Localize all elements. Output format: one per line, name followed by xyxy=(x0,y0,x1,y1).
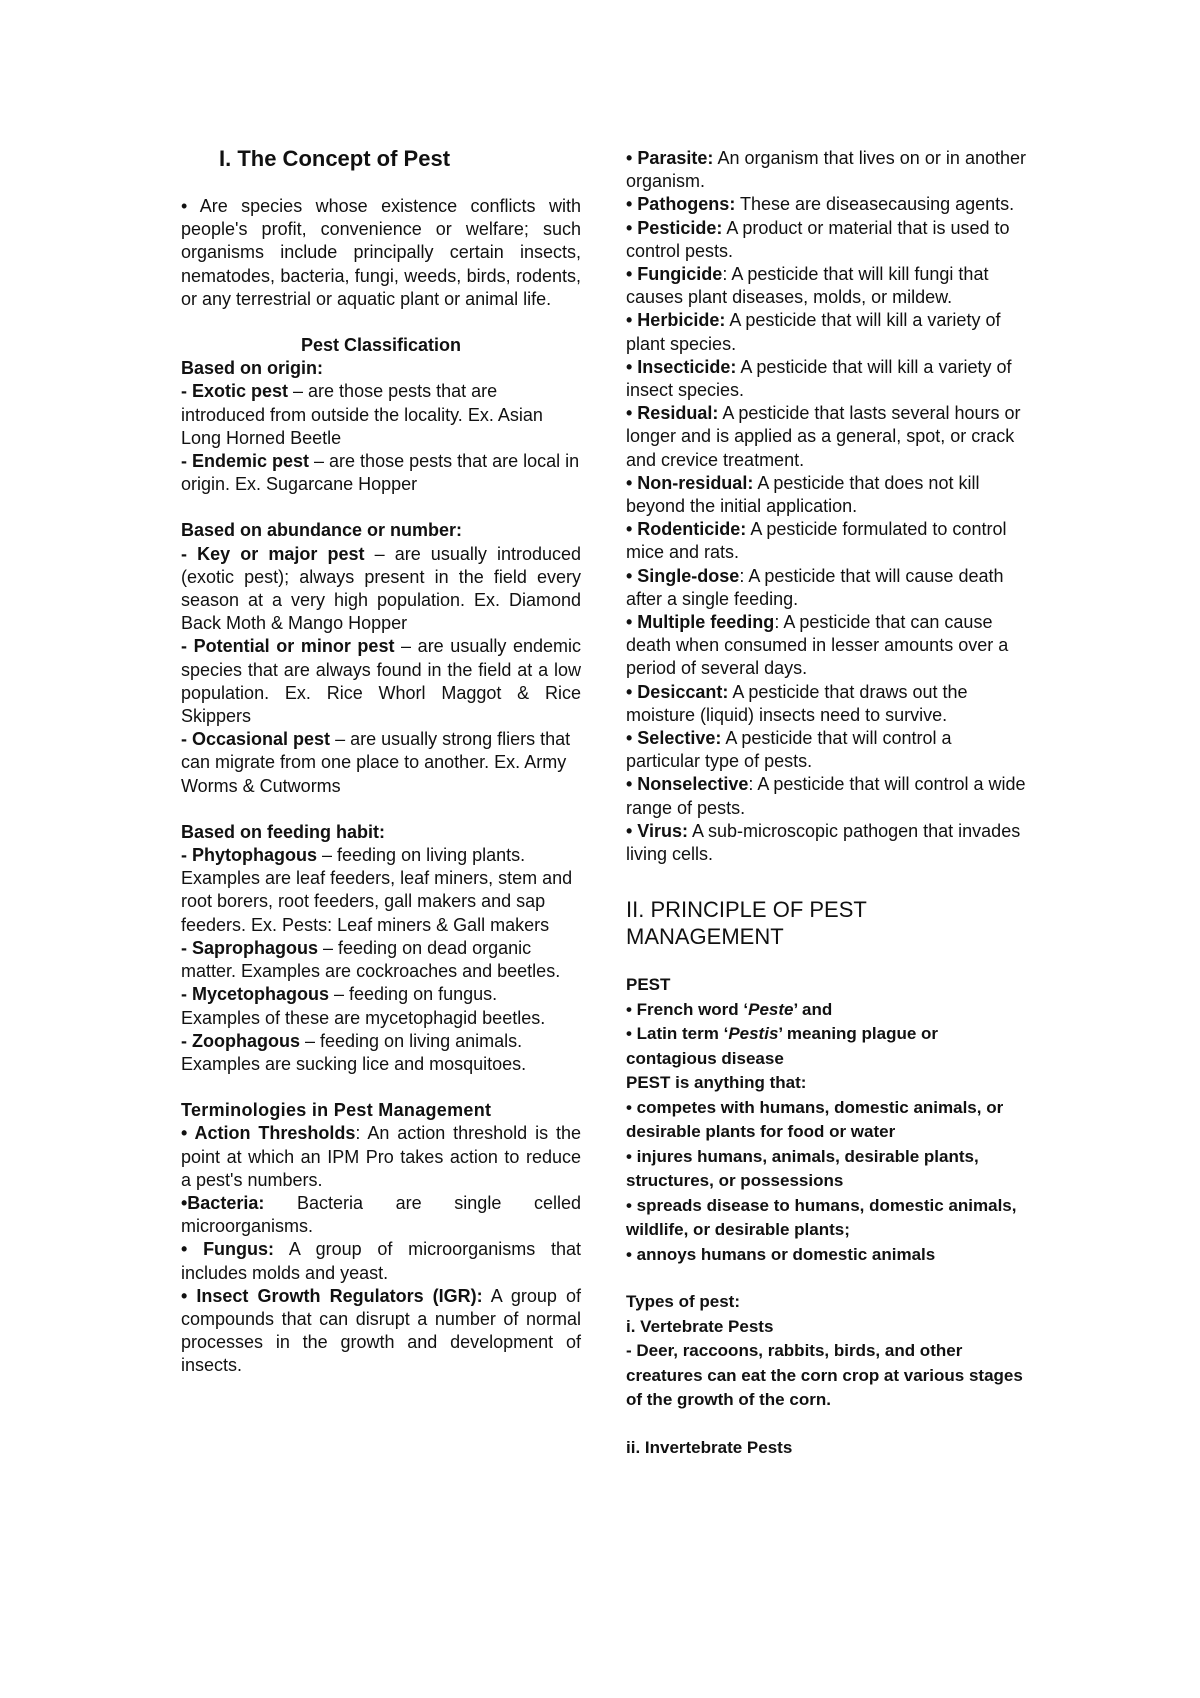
item-term: - Endemic pest xyxy=(181,451,310,472)
item-text: – feeding on dead organic matter. Examples are cockroaches and beetles. xyxy=(181,937,561,982)
item-term: • Selective: xyxy=(626,728,722,749)
item-text: A pesticide that lasts several hours or longer and is applied as a general, spot, or crack and crevice treatment. xyxy=(626,403,1021,470)
list-item xyxy=(181,728,581,798)
item-text: A group of compounds that can disrupt a number of normal processes in the growth and development of insects. xyxy=(181,1285,581,1376)
item-term: • Pesticide: xyxy=(626,217,723,238)
item-text: : An action threshold is the point at which an IPM Pro takes action to reduce a pest's numbers. xyxy=(181,1123,581,1190)
french-post: ’ and xyxy=(793,999,833,1019)
item-text: These are diseasecausing agents. xyxy=(735,194,1015,215)
pest-types xyxy=(626,1290,1026,1460)
item-term: • Herbicide: xyxy=(626,310,726,331)
left-column xyxy=(181,140,581,1378)
list-item xyxy=(181,635,581,728)
terminologies-list xyxy=(181,1122,581,1377)
item-text: A pesticide that draws out the moisture (liquid) insects need to survive. xyxy=(626,681,968,725)
item-term: - Mycetophagous xyxy=(181,984,330,1005)
item-text: A pesticide that will kill a variety of plant species. xyxy=(626,310,1001,354)
item-term: - Occasional pest xyxy=(181,729,331,750)
list-item xyxy=(181,844,581,937)
item-term: - Zoophagous xyxy=(181,1030,300,1051)
list-item xyxy=(181,1030,581,1076)
item-term: - Key or major pest xyxy=(181,543,365,564)
abundance-list xyxy=(181,543,581,798)
item-text: A pesticide that does not kill beyond the initial application. xyxy=(626,472,980,517)
item-text: A pesticide formulated to control mice and rats. xyxy=(626,519,1007,563)
list-item xyxy=(181,543,581,636)
item-text: – feeding on living plants. Examples are leaf feeders, leaf miners, stem and root borers, root feeders, gall makers and sap feeders. Ex. Pests: Leaf miners & Gall makers xyxy=(181,845,573,935)
list-item xyxy=(181,937,581,983)
item-text: A pesticide that will control a particular type of pests. xyxy=(626,728,952,772)
item-text: : A pesticide that will cause death after a single feeding. xyxy=(626,565,1004,609)
list-item xyxy=(181,1192,581,1238)
item-term: • Insecticide: xyxy=(626,356,737,377)
origin-list xyxy=(181,380,581,496)
list-item xyxy=(626,217,1026,263)
item-term: • Parasite: xyxy=(626,148,714,168)
feeding-heading: Based on feeding habit: xyxy=(181,821,386,842)
item-text: – feeding on fungus. Examples of these are mycetophagid beetles. xyxy=(181,984,546,1028)
terminologies-heading: Terminologies in Pest Management xyxy=(181,1100,492,1121)
list-item xyxy=(626,147,1026,193)
pest-definition xyxy=(626,973,1026,1267)
list-item xyxy=(626,193,1026,216)
list-item xyxy=(626,402,1026,472)
section2-title: II. PRINCIPLE OF PEST MANAGEMENT xyxy=(626,897,867,950)
list-item xyxy=(626,472,1026,518)
item-text: – are usually introduced (exotic pest); always present in the field every season at a very high population. Ex. Diamond Back Moth & Mango Hopper xyxy=(181,543,582,634)
item-term: • Insect Growth Regulators (IGR): xyxy=(181,1285,483,1306)
pest-label: PEST xyxy=(626,975,671,995)
origin-heading: Based on origin: xyxy=(181,358,324,379)
item-text: A group of microorganisms that includes molds and yeast. xyxy=(181,1239,581,1283)
item-text: An organism that lives on or in another organism. xyxy=(626,148,1026,192)
right-column xyxy=(626,147,1026,1460)
item-term: - Exotic pest xyxy=(181,381,289,402)
abundance-heading: Based on abundance or number: xyxy=(181,520,463,541)
item-text: – are usually endemic species that are always found in the field at a low population. Ex. Rice Whorl Maggot & Rice Skippers xyxy=(181,636,581,727)
item-text: – feeding on living animals. Examples are sucking lice and mosquitoes. xyxy=(181,1030,527,1074)
feeding-list xyxy=(181,844,581,1076)
french-word: Peste xyxy=(748,999,794,1019)
item-term: • Pathogens: xyxy=(626,194,736,215)
list-item xyxy=(626,611,1026,681)
latin-pre: • Latin term ‘ xyxy=(626,1024,729,1044)
invertebrate-heading: ii. Invertebrate Pests xyxy=(626,1437,793,1457)
item-text: – are usually strong fliers that can migrate from one place to another. Ex. Army Worms & Cutworms xyxy=(181,729,571,796)
list-item xyxy=(626,309,1026,355)
list-item: • annoys humans or domestic animals xyxy=(626,1244,936,1264)
item-term: • Nonselective xyxy=(626,774,749,795)
list-item: • injures humans, animals, desirable plants, structures, or possessions xyxy=(626,1146,979,1191)
item-text: – are those pests that are local in origin. Ex. Sugarcane Hopper xyxy=(181,451,580,495)
item-text: A product or material that is used to control pests. xyxy=(626,217,1010,261)
vertebrate-text: - Deer, raccoons, rabbits, birds, and other creatures can eat the corn crop at various stages of the growth of the corn. xyxy=(626,1341,1023,1410)
item-text: A sub-microscopic pathogen that invades living cells. xyxy=(626,820,1021,865)
terminologies-list-continued xyxy=(626,147,1026,866)
list-item xyxy=(626,565,1026,611)
list-item xyxy=(626,820,1026,866)
item-text: – are those pests that are introduced from outside the locality. Ex. Asian Long Horned Beetle xyxy=(181,381,543,448)
item-text: A pesticide that will kill a variety of insect species. xyxy=(626,356,1012,401)
item-term: • Single-dose xyxy=(626,565,740,586)
list-item xyxy=(181,1285,581,1378)
list-item xyxy=(181,450,581,496)
french-pre: • French word ‘ xyxy=(626,999,749,1019)
classification-heading: Pest Classification xyxy=(300,335,462,356)
list-item xyxy=(626,727,1026,773)
list-item xyxy=(181,1122,581,1192)
item-text: : A pesticide that will control a wide range of pests. xyxy=(626,774,1026,818)
list-item xyxy=(181,380,581,450)
vertebrate-heading: i. Vertebrate Pests xyxy=(626,1316,774,1336)
list-item xyxy=(626,681,1026,727)
item-text: Bacteria are single celled microorganisms. xyxy=(181,1192,581,1237)
item-term: • Action Thresholds xyxy=(181,1123,356,1144)
item-term: • Fungicide xyxy=(626,264,723,285)
item-term: • Fungus: xyxy=(181,1239,275,1260)
item-term: - Potential or minor pest xyxy=(181,636,395,657)
pest-is-label: PEST is anything that: xyxy=(626,1073,807,1093)
item-term: • Residual: xyxy=(626,403,719,424)
section1-title: I. The Concept of Pest xyxy=(219,146,451,171)
list-item xyxy=(181,983,581,1029)
list-item: • competes with humans, domestic animals, or desirable plants for food or water xyxy=(626,1097,1004,1142)
etymology-french xyxy=(626,998,1026,1023)
list-item xyxy=(181,1238,581,1284)
intro-paragraph: • Are species whose existence conflicts with people's profit, convenience or welfare; such organisms include principally certain insects, nematodes, bacteria, fungi, weeds, birds, rodents, or any terrestrial or aquatic plant or animal life. xyxy=(181,196,581,309)
list-item xyxy=(626,263,1026,309)
list-item: • spreads disease to humans, domestic animals, wildlife, or desirable plants; xyxy=(626,1195,1017,1240)
latin-word: Pestis xyxy=(728,1024,779,1044)
etymology-latin xyxy=(626,1022,1026,1071)
item-term: •Bacteria: xyxy=(181,1192,265,1213)
item-term: - Saprophagous xyxy=(181,937,319,958)
item-text: : A pesticide that will kill fungi that causes plant diseases, molds, or mildew. xyxy=(626,264,989,308)
list-item xyxy=(626,518,1026,564)
item-term: • Rodenticide: xyxy=(626,519,747,540)
item-term: - Phytophagous xyxy=(181,845,317,866)
item-term: • Virus: xyxy=(626,820,688,841)
list-item xyxy=(626,773,1026,819)
latin-post: ’ meaning plague or contagious disease xyxy=(626,1024,939,1068)
item-term: • Desiccant: xyxy=(626,681,729,702)
list-item xyxy=(626,356,1026,402)
item-term: • Non-residual: xyxy=(626,472,754,493)
item-term: • Multiple feeding xyxy=(626,612,775,633)
types-heading: Types of pest: xyxy=(626,1292,740,1312)
item-text: : A pesticide that can cause death when consumed in lesser amounts over a period of several days. xyxy=(626,612,1009,679)
